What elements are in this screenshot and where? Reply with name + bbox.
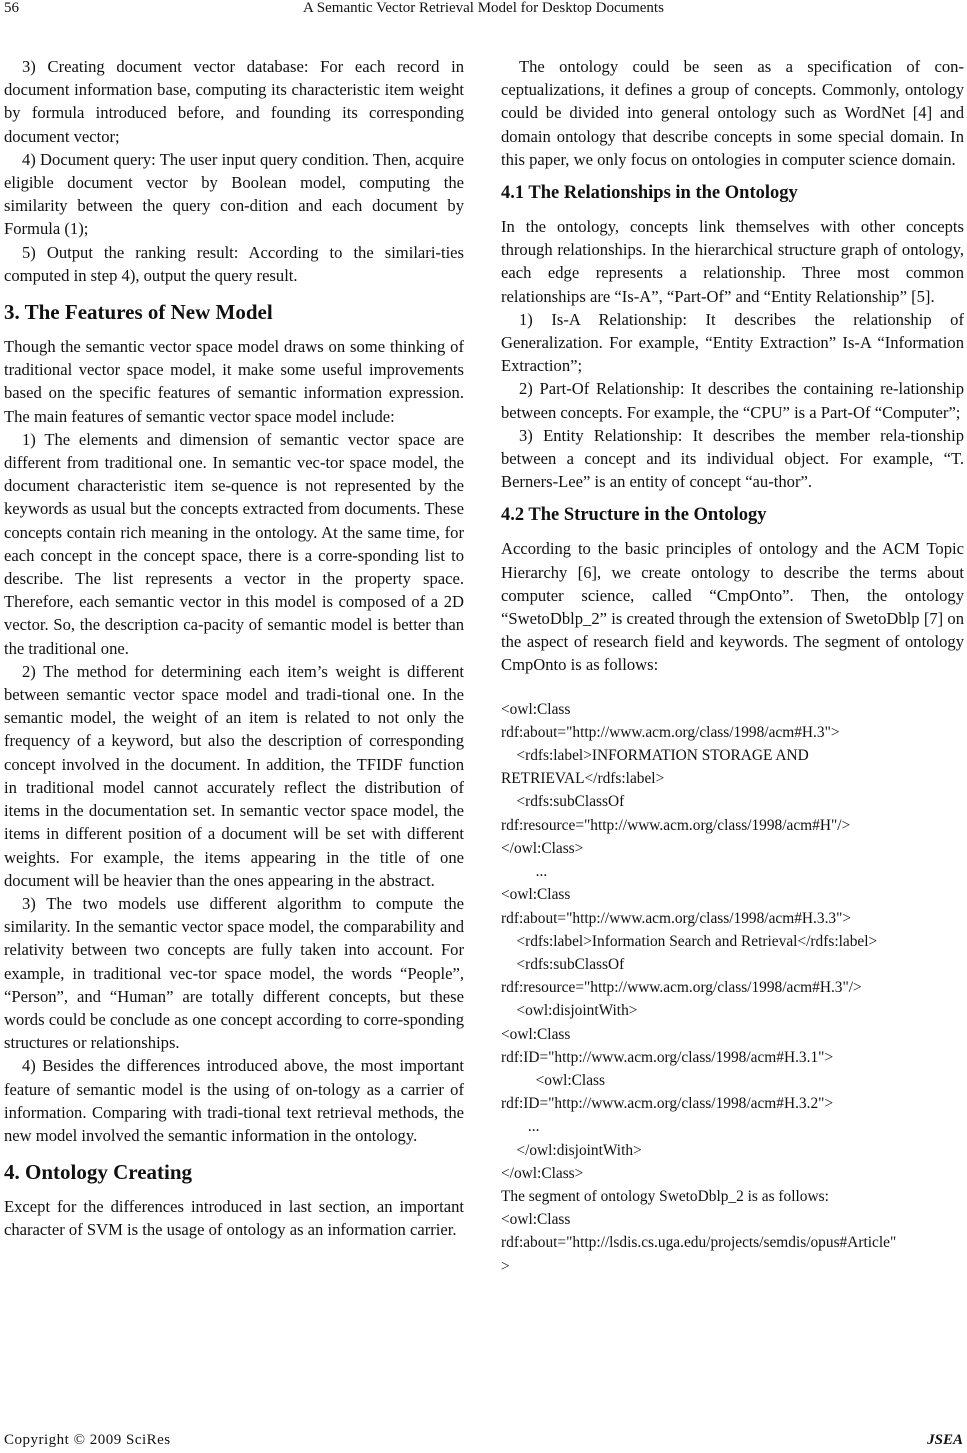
paragraph: 2) Part-Of Relationship: It describes the containing re-lationship between concepts. For example, the “CPU” is a Part-Of “Computer”; (501, 379, 964, 422)
paragraph: 4) Document query: The user input query condition. Then, acquire eligible document vector by Boolean model, computing the similarity between the query con-dition and each document by Formula (1); (4, 149, 464, 239)
code-line: </owl:Class> (501, 1164, 584, 1182)
paragraph: 3) Creating document vector database: For each record in document information base, computing its characteristic item weight by formula introduced before, and founding its corresponding document vector; (4, 57, 464, 146)
page-number: 56 (4, 0, 19, 16)
paragraph: 1) The elements and dimension of semantic vector space are different from traditional one. In semantic vec-tor space model, the document characteristic item se-quence is not represented by the keywords as usual but the concepts extracted from documents. These concepts contain rich meaning in the ontology. At the same time, for each concept in the concept space, there is a corre-sponding list to describe. The list represents a vector in the property space. Therefore, each semantic vector in this model is composed of a 2D vector. So, the description ca-pacity of semantic model is better than the traditional one. (4, 429, 464, 658)
paragraph: In the ontology, concepts link themselves with other concepts through relationships. In the hierarchical structure graph of ontology, each edge represents a relationship. Three most common relationships are “Is-A”, “Part-Of” and “Entity Relationship” [5]. (501, 217, 964, 306)
code-line: <rdfs:subClassOf (501, 955, 625, 973)
paragraph: 3) Entity Relationship: It describes the member rela-tionship between a concept and its individual object. For example, “T. Berners-Lee” is an entity of concept “au-thor”. (501, 425, 964, 492)
code-line: The segment of ontology SwetoDblp_2 is as follows: (501, 1187, 829, 1205)
running-title: A Semantic Vector Retrieval Model for Desktop Documents (303, 0, 664, 16)
code-line: <owl:Class (501, 1025, 571, 1043)
copyright-notice: Copyright © 2009 SciRes (4, 1432, 171, 1448)
code-line: rdf:about="http://www.acm.org/class/1998/acm#H.3.3"> (501, 909, 852, 927)
code-line: rdf:resource="http://www.acm.org/class/1998/acm#H.3"/> (501, 979, 862, 997)
code-line: ... (501, 863, 548, 881)
code-listing (501, 698, 964, 1278)
code-line: </owl:disjointWith> (501, 1141, 642, 1159)
code-line: rdf:ID="http://www.acm.org/class/1998/acm#H.3.2"> (501, 1095, 834, 1113)
paragraph: 2) The method for determining each item’s weight is different between semantic vector space model and tradi-tional one. In the semantic model, the weight of an item is related to not only the frequency of a keyword, but also the description of corresponding concept involved in the document. In addition, the TFIDF function in traditional model cannot accurately reflect the distribution of items in the documentation set. In semantic vector space model, the items in different position of a document will be set with different weights. For example, the items appearing in the title of one document will be heavier than the ones appearing in the abstract. (4, 661, 464, 890)
code-line: ... (501, 1118, 540, 1136)
code-line: rdf:resource="http://www.acm.org/class/1998/acm#H"/> (501, 816, 851, 834)
code-line: <owl:disjointWith> (501, 1002, 638, 1020)
paragraph: The ontology could be seen as a specification of con-ceptualizations, it defines a group of concepts. Commonly, ontology could be divided into general ontology such as WordNet [4] and domain ontology that describe concepts in some special domain. In this paper, we only focus on ontologies in computer science domain. (501, 57, 964, 169)
left-column (4, 55, 464, 1242)
page-footer (0, 1428, 967, 1453)
code-line: RETRIEVAL</rdfs:label> (501, 770, 665, 788)
journal-abbrev: JSEA (927, 1432, 963, 1448)
subsection-heading: 4.2 The Structure in the Ontology (501, 505, 767, 526)
code-line: <owl:Class (501, 1211, 571, 1229)
paragraph: 4) Besides the differences introduced above, the most important feature of semantic model is the using of on-tology as a carrier of information. Comparing with tradi-tional text retrieval methods, the new model involved the semantic information in the ontology. (4, 1056, 464, 1145)
paragraph: According to the basic principles of ontology and the ACM Topic Hierarchy [6], we create ontology to describe the terms about computer science, called “CmpOnto”. Then, the ontology “SwetoDblp_2” is created through the extension of SwetoDblp [7] on the aspect of research field and keywords. The segment of ontology CmpOnto is as follows: (501, 539, 964, 675)
paragraph: 1) Is-A Relationship: It describes the relationship of Generalization. For example, “Entity Extraction” Is-A “Information Extraction”; (501, 309, 964, 376)
paragraph: Except for the differences introduced in last section, an important character of SVM is the usage of ontology as an information carrier. (4, 1197, 464, 1240)
paragraph: 5) Output the ranking result: According to the similari-ties computed in step 4), output the query result. (4, 242, 464, 285)
code-line: <rdfs:label>Information Search and Retrieval</rdfs:label> (501, 932, 878, 950)
code-line: rdf:about="http://www.acm.org/class/1998/acm#H.3"> (501, 723, 840, 741)
page-header (0, 0, 967, 30)
paragraph: Though the semantic vector space model draws on some thinking of traditional vector space model, it make some useful improvements based on the specific features of semantic information expression. The main features of semantic vector space model include: (4, 337, 464, 426)
code-line: <owl:Class (501, 1071, 606, 1089)
code-line: <owl:Class (501, 700, 571, 718)
code-line: <rdfs:subClassOf (501, 793, 625, 811)
code-line: </owl:Class> (501, 839, 584, 857)
subsection-heading: 4.1 The Relationships in the Ontology (501, 183, 798, 204)
code-line: <rdfs:label>INFORMATION STORAGE AND (501, 747, 809, 765)
code-line: rdf:about="http://lsdis.cs.uga.edu/projects/semdis/opus#Article" (501, 1234, 897, 1252)
code-line: <owl:Class (501, 886, 571, 904)
code-line: rdf:ID="http://www.acm.org/class/1998/acm#H.3.1"> (501, 1048, 834, 1066)
section-heading: 3. The Features of New Model (4, 300, 273, 325)
paragraph: 3) The two models use different algorithm to compute the similarity. In the semantic vector space model, the comparability and relativity between two concepts are fully taken into account. For example, in traditional vec-tor space model, the words “People”, “Person”, and “Human” are totally different concepts, but these words could be conclude as one concept according to corre-sponding structures or relationships. (4, 893, 464, 1053)
right-column (501, 55, 964, 1278)
section-heading: 4. Ontology Creating (4, 1160, 193, 1185)
code-line: > (501, 1257, 510, 1275)
